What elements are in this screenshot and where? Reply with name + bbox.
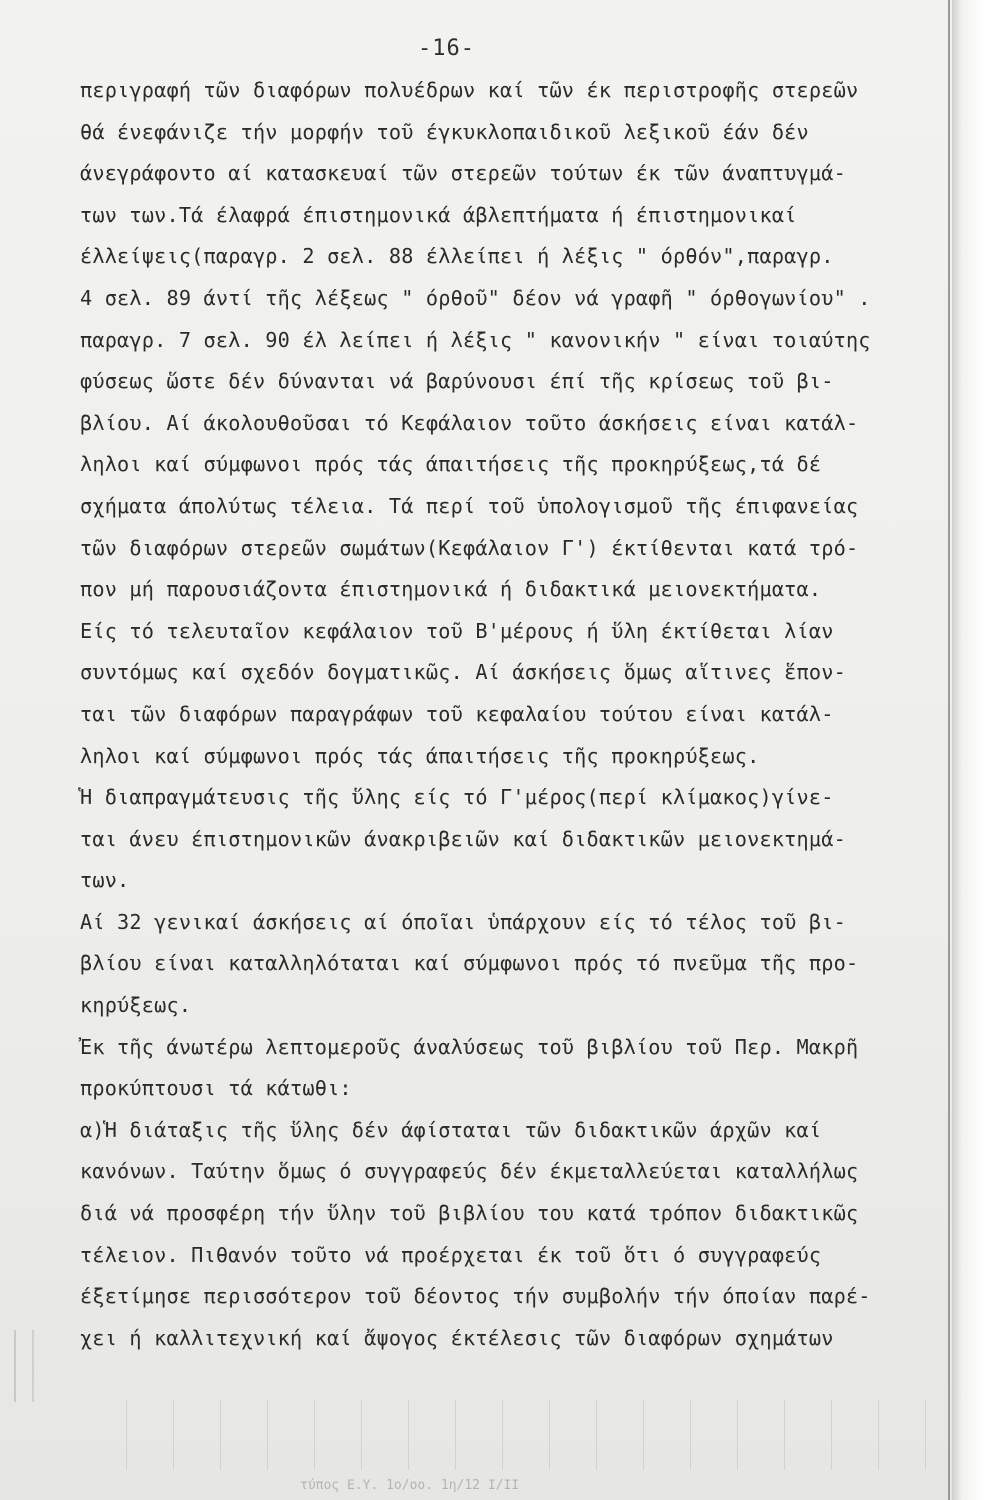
text-line: φύσεως ὥστε δέν δύνανται νά βαρύνουσι έπί τῆς κρίσεως τοῦ βι- xyxy=(80,369,834,394)
page-margin-strip xyxy=(952,0,984,1500)
text-line: πον μή παρουσιάζοντα έπιστημονικά ή διδακτικά μειονεκτήματα. xyxy=(80,577,822,602)
text-line: ληλοι καί σύμφωνοι πρός τάς άπαιτήσεις τῆς προκηρύξεως. xyxy=(80,743,760,768)
text-line: κανόνων. Ταύτην ὅμως ό συγγραφεύς δέν έκμεταλλεύεται καταλλήλως xyxy=(80,1159,859,1184)
text-line: 4 σελ. 89 άντί τῆς λέξεως " όρθοῦ" δέον νά γραφῆ " όρθογωνίου" . xyxy=(80,285,871,310)
text-line: θά ένεφάνιζε τήν μορφήν τοῦ έγκυκλοπαιδικοῦ λεξικοῦ έάν δέν xyxy=(80,119,809,144)
text-line: των των.Τά έλαφρά έπιστημονικά άβλεπτήματα ή έπιστημονικαί xyxy=(80,202,797,227)
binding-mark xyxy=(14,1330,34,1402)
text-line: ται άνευ έπιστημονικῶν άνακριβειῶν καί διδακτικῶν μειονεκτημά- xyxy=(80,826,846,851)
typed-text-body xyxy=(80,70,940,1359)
text-line: έλλείψεις(παραγρ. 2 σελ. 88 έλλείπει ή λέξις " όρθόν",παραγρ. xyxy=(80,244,834,269)
text-line: ται τῶν διαφόρων παραγράφων τοῦ κεφαλαίου τούτου είναι κατάλ- xyxy=(80,701,834,726)
text-line: ληλοι καί σύμφωνοι πρός τάς άπαιτήσεις τῆς προκηρύξεως,τά δέ xyxy=(80,452,822,477)
page-edge-line xyxy=(948,0,950,1500)
text-line: α)Ἡ διάταξις τῆς ὕλης δέν άφίσταται τῶν διδακτικῶν άρχῶν καί xyxy=(80,1117,822,1142)
text-line: έξετίμησε περισσότερον τοῦ δέοντος τήν συμβολήν τήν όποίαν παρέ- xyxy=(80,1284,871,1309)
text-line: τέλειον. Πιθανόν τοῦτο νά προέρχεται έκ τοῦ ὅτι ό συγγραφεύς xyxy=(80,1242,822,1267)
text-line: Ἐκ τῆς άνωτέρω λεπτομεροῦς άναλύσεως τοῦ βιβλίου τοῦ Περ. Μακρῆ xyxy=(80,1034,859,1059)
text-line: τῶν διαφόρων στερεῶν σωμάτων(Κεφάλαιον Γ') έκτίθενται κατά τρό- xyxy=(80,535,859,560)
text-line: Ἡ διαπραγμάτευσις τῆς ὕλης είς τό Γ'μέρος(περί κλίμακος)γίνε- xyxy=(80,785,834,810)
text-line: Είς τό τελευταῖον κεφάλαιον τοῦ Β'μέρους ή ὕλη έκτίθεται λίαν xyxy=(80,618,834,643)
page-number: -16- xyxy=(418,36,475,61)
text-line: περιγραφή τῶν διαφόρων πολυέδρων καί τῶν έκ περιστροφῆς στερεῶν xyxy=(80,78,859,102)
text-line: χει ή καλλιτεχνική καί ἄψογος έκτέλεσις τῶν διαφόρων σχημάτων xyxy=(80,1325,834,1350)
footer-stamp: τύπος Ε.Υ. 1ο/οο. 1η/12 Ι/ΙΙ xyxy=(300,1478,520,1493)
text-line: σχήματα άπολύτως τέλεια. Τά περί τοῦ ὑπολογισμοῦ τῆς έπιφανείας xyxy=(80,493,859,518)
show-through-grid xyxy=(80,1400,940,1470)
text-line: παραγρ. 7 σελ. 90 έλ λείπει ή λέξις " κανονικήν " είναι τοιαύτης xyxy=(80,327,871,352)
text-line: διά νά προσφέρη τήν ὕλην τοῦ βιβλίου του κατά τρόπον διδακτικῶς xyxy=(80,1201,859,1226)
text-line: συντόμως καί σχεδόν δογματικῶς. Αί άσκήσεις ὅμως αἵτινες ἕπον- xyxy=(80,660,846,685)
text-line: των. xyxy=(80,868,130,893)
text-line: Αί 32 γενικαί άσκήσεις αί όποῖαι ὑπάρχουν είς τό τέλος τοῦ βι- xyxy=(80,909,846,934)
text-line: προκύπτουσι τά κάτωθι: xyxy=(80,1076,352,1101)
text-line: βλίου είναι καταλληλόταται καί σύμφωνοι πρός τό πνεῦμα τῆς προ- xyxy=(80,951,859,976)
text-line: κηρύξεως. xyxy=(80,993,192,1018)
text-line: άνεγράφοντο αί κατασκευαί τῶν στερεῶν τούτων έκ τῶν άναπτυγμά- xyxy=(80,161,846,186)
text-line: βλίου. Αί άκολουθοῦσαι τό Κεφάλαιον τοῦτο άσκήσεις είναι κατάλ- xyxy=(80,410,859,435)
